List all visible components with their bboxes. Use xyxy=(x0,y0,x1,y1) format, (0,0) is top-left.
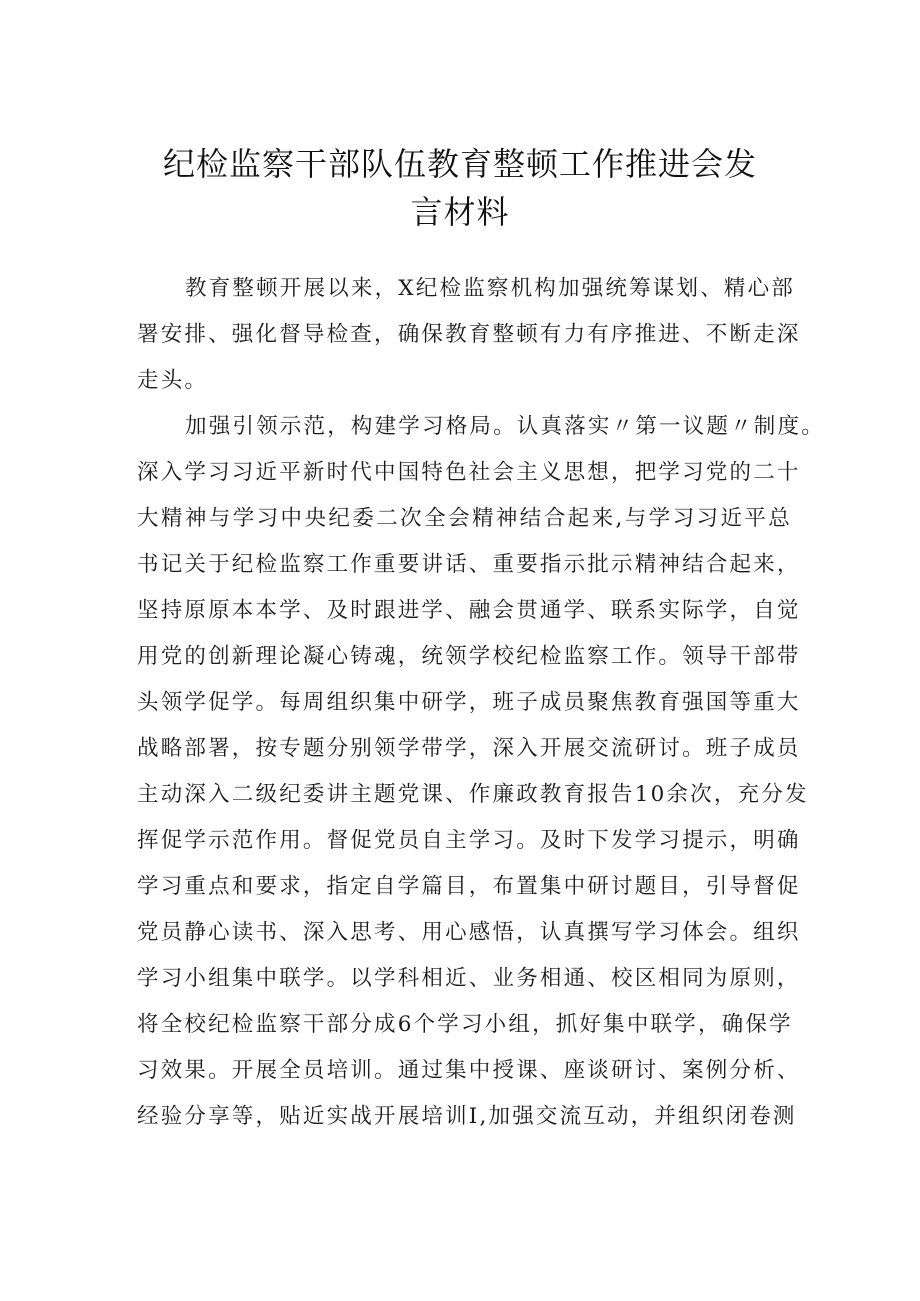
paragraph-line: 战略部署，按专题分别领学带学，深入开展交流研讨。班子成员 xyxy=(137,736,801,761)
paragraph-line: 署安排、强化督导检查，确保教育整顿有力有序推进、不断走深 xyxy=(137,322,801,347)
paragraph-line: 学习小组集中联学。以学科相近、业务相通、校区相同为原则， xyxy=(137,966,801,991)
paragraph-line: 教育整顿开展以来，X纪检监察机构加强统筹谋划、精心部 xyxy=(185,276,796,301)
paragraph-line: 书记关于纪检监察工作重要讲话、重要指示批示精神结合起来， xyxy=(137,552,801,577)
paragraph-line: 大精神与学习中央纪委二次全会精神结合起来,与学习习近平总 xyxy=(137,506,792,531)
paragraph-2 xyxy=(137,404,825,1140)
paragraph-line: 挥促学示范作用。督促党员自主学习。及时下发学习提示，明确 xyxy=(137,828,801,853)
paragraph-line: 坚持原原本本学、及时跟进学、融会贯通学、联系实际学，自觉 xyxy=(137,598,801,623)
paragraph-line: 主动深入二级纪委讲主题党课、作廉政教育报告10余次，充分发 xyxy=(137,782,809,807)
paragraph-line: 头领学促学。每周组织集中研学，班子成员聚焦教育强国等重大 xyxy=(137,690,801,715)
paragraph-line: 学习重点和要求，指定自学篇目，布置集中研讨题目，引导督促 xyxy=(137,874,801,899)
document-title xyxy=(130,140,790,236)
paragraph-line: 加强引领示范，构建学习格局。认真落实〃第一议题〃制度。 xyxy=(185,414,825,439)
paragraph-line: 习效果。开展全员培训。通过集中授课、座谈研讨、案例分析、 xyxy=(137,1058,801,1083)
paragraph-line: 经验分享等，贴近实战开展培训I,加强交流互动，并组织闭卷测 xyxy=(137,1104,797,1129)
title-line-1: 纪检监察干部队伍教育整顿工作推进会发 xyxy=(162,145,757,183)
paragraph-line: 深入学习习近平新时代中国特色社会主义思想，把学习党的二十 xyxy=(137,460,801,485)
document-body xyxy=(137,266,825,1140)
paragraph-line: 党员静心读书、深入思考、用心感悟，认真撰写学习体会。组织 xyxy=(137,920,801,945)
paragraph-line: 用党的创新理论凝心铸魂，统领学校纪检监察工作。领导干部带 xyxy=(137,644,801,669)
paragraph-line: 走头。 xyxy=(137,368,209,393)
paragraph-line: 将全校纪检监察干部分成6个学习小组，抓好集中联学，确保学 xyxy=(137,1012,793,1037)
paragraph-1 xyxy=(137,266,801,404)
title-line-2: 言材料 xyxy=(410,193,510,231)
